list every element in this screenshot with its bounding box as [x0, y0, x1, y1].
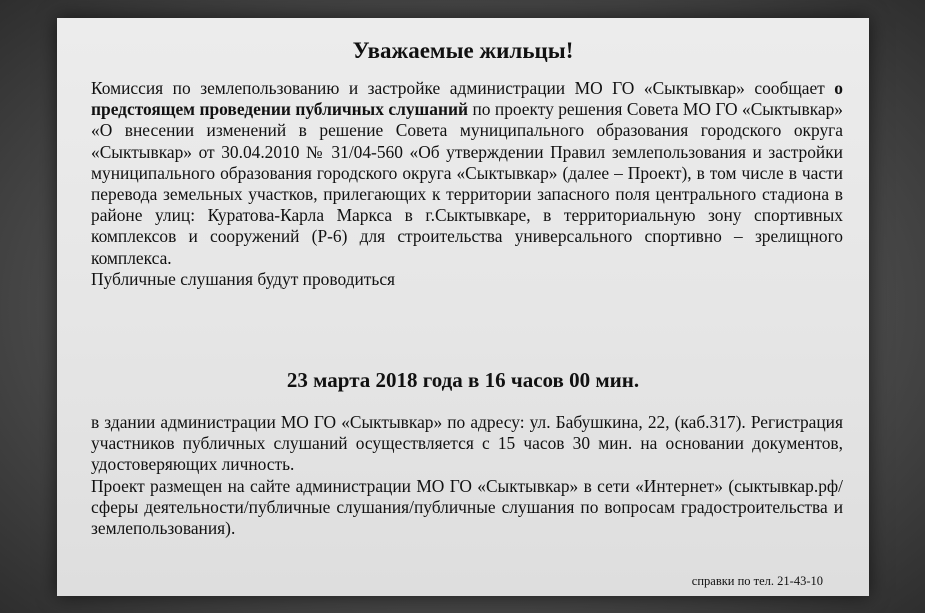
hearing-date: 23 марта 2018 года в 16 часов 00 мин. — [286, 368, 640, 392]
notice-title: Уважаемые жильцы! — [352, 38, 574, 63]
notice-paragraph-location — [91, 412, 843, 539]
project-text-intro: Комиссия по землепользованию и застройке администрации МО ГО «Сыктывкар» сообщает — [91, 78, 835, 98]
contact-phone: справки по тел. 21-43-10 — [691, 574, 823, 588]
location-text: в здании администрации МО ГО «Сыктывкар» по адресу: ул. Бабушкина, 22, (каб.317). Регистрация участников публичных слушаний осуществляется с 15 часов 30 мин. на основании документов, удостоверяющих личность. — [91, 412, 843, 475]
website-text: Проект размещен на сайте администрации МО ГО «Сыктывкар» в сети «Интернет» (сыктывкар.рф/сферы деятельности/публичные слушания/публичные слушания по вопросам градостроительства и землепользования). — [91, 475, 843, 539]
hearings-announce: Публичные слушания будут проводиться — [91, 268, 396, 289]
notice-paragraph-project — [91, 78, 843, 290]
project-text-rest: по проекту решения Совета МО ГО «Сыктывкар» «О внесении изменений в решение Совета муниципального образования городского округа «Сыктывкар» от 30.04.2010 № 31/04-560 «Об утверждении Правил землепользования и застройки муниципального образования городского округа «Сыктывкар» (далее – Проект), в том числе в части перевода земельных участков, прилегающих к территории запасного поля центрального стадиона в районе улиц: Куратова-Карла Маркса в г.Сыктывкаре, в территориальную зону спортивных комплексов и сооружений (Р-6) для строительства универсального спортивно – зрелищного комплекса. — [91, 99, 843, 268]
notice-sheet — [57, 18, 869, 596]
project-text — [91, 78, 843, 269]
project-text-bold: о предстоящем проведении публичных слушаний — [91, 78, 843, 120]
